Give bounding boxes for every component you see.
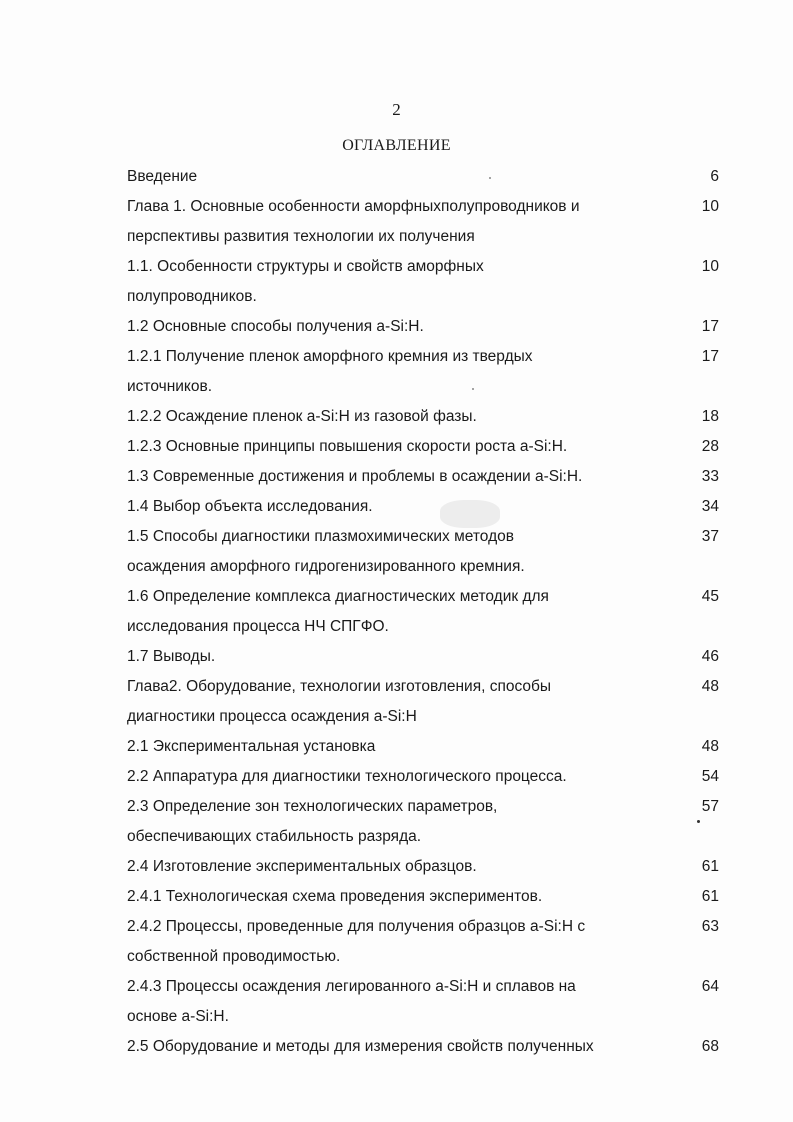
- toc-entry-page: 17: [701, 318, 719, 335]
- scan-speck: [489, 177, 491, 179]
- toc-entry-page: 57: [701, 798, 719, 815]
- toc-entry: [127, 492, 719, 522]
- toc-entry: [127, 792, 719, 852]
- toc-entry: [127, 732, 719, 762]
- toc-entry-page: 48: [701, 678, 719, 695]
- toc-entry: [127, 522, 719, 582]
- toc-entry-page: 63: [701, 918, 719, 935]
- toc-entry-text: обеспечивающих стабильность разряда.: [127, 828, 422, 845]
- toc-entry: [127, 882, 719, 912]
- toc-entry-text: Глава 1. Основные особенности аморфныхполупроводников и: [127, 198, 580, 215]
- toc-entry-page: 10: [701, 258, 719, 275]
- toc-entry: [127, 462, 719, 492]
- toc-entry: [127, 162, 719, 192]
- toc-entry-text: 2.4 Изготовление экспериментальных образцов.: [127, 858, 477, 875]
- toc-entry-text: 1.4 Выбор объекта исследования.: [127, 498, 373, 515]
- toc-entry-text: осаждения аморфного гидрогенизированного кремния.: [127, 558, 525, 575]
- page-number: 2: [392, 100, 401, 119]
- toc-entry: [127, 252, 719, 312]
- toc-entry-text: Глава2. Оборудование, технологии изготовления, способы: [127, 678, 552, 695]
- toc-entry: [127, 672, 719, 732]
- toc-entry-text: перспективы развития технологии их получения: [127, 228, 475, 245]
- toc-entry-page: 6: [710, 168, 719, 185]
- toc-entry: [127, 912, 719, 972]
- toc-entry: [127, 972, 719, 1032]
- toc-entry-text: 1.5 Способы диагностики плазмохимических методов: [127, 528, 514, 545]
- toc-entry-text: 1.7 Выводы.: [127, 648, 216, 665]
- toc-entry-page: 17: [701, 348, 719, 365]
- toc-entry-page: 18: [701, 408, 719, 425]
- toc-entry-text: основе a-Si:H.: [127, 1008, 229, 1025]
- toc-entry: [127, 852, 719, 882]
- toc-entry-page: 34: [701, 498, 719, 515]
- toc-entry: [127, 642, 719, 672]
- toc-entry-text: 1.2 Основные способы получения a-Si:H.: [127, 318, 424, 335]
- toc-entry-page: 48: [701, 738, 719, 755]
- toc-entry-text: 2.4.1 Технологическая схема проведения экспериментов.: [127, 888, 543, 905]
- toc-entry: [127, 1032, 719, 1062]
- toc-entry-text: источников.: [127, 378, 213, 395]
- toc-entry: [127, 762, 719, 792]
- toc-entry-text: собственной проводимостью.: [127, 948, 341, 965]
- toc-entry-page: 37: [701, 528, 719, 545]
- toc-entry: [127, 312, 719, 342]
- toc-entry-page: 64: [701, 978, 719, 995]
- toc-entry-text: 2.4.2 Процессы, проведенные для получения образцов a-Si:H с: [127, 918, 586, 935]
- toc-title: ОГЛАВЛЕНИЕ: [342, 137, 451, 154]
- scan-speck: [472, 388, 474, 390]
- toc-entry-page: 68: [701, 1038, 719, 1055]
- toc-entry-page: 54: [701, 768, 719, 785]
- toc-entry: [127, 432, 719, 462]
- toc-entry-page: 28: [701, 438, 719, 455]
- toc-entry-text: полупроводников.: [127, 288, 257, 305]
- toc-entry-page: 61: [701, 858, 719, 875]
- toc-entry-text: 1.2.1 Получение пленок аморфного кремния из твердых: [127, 348, 533, 365]
- toc-entry-text: Введение: [127, 168, 198, 185]
- toc-entry-text: 2.3 Определение зон технологических параметров,: [127, 798, 498, 815]
- toc-entry-page: 45: [701, 588, 719, 605]
- scan-speck: [440, 500, 500, 528]
- toc-entry-text: 1.1. Особенности структуры и свойств аморфных: [127, 258, 484, 275]
- toc-entry-text: 2.5 Оборудование и методы для измерения свойств полученных: [127, 1038, 594, 1055]
- toc-entry: [127, 342, 719, 402]
- toc-entry-text: 1.2.2 Осаждение пленок a-Si:H из газовой фазы.: [127, 408, 477, 425]
- toc-entry-text: 1.3 Современные достижения и проблемы в осаждении a-Si:H.: [127, 468, 583, 485]
- toc-entry: [127, 192, 719, 252]
- toc-entry-text: 2.2 Аппаратура для диагностики технологического процесса.: [127, 768, 567, 785]
- toc-entry-text: 1.6 Определение комплекса диагностических методик для: [127, 588, 549, 605]
- scan-speck: [697, 820, 700, 823]
- toc-entry: [127, 582, 719, 642]
- toc-entry-text: исследования процесса НЧ СПГФО.: [127, 618, 389, 635]
- toc-entry-text: 2.1 Экспериментальная установка: [127, 738, 376, 755]
- toc-entry-page: 33: [701, 468, 719, 485]
- toc-entry: [127, 402, 719, 432]
- toc-entry-text: 1.2.3 Основные принципы повышения скорости роста a-Si:H.: [127, 438, 568, 455]
- table-of-contents: [127, 162, 719, 1062]
- toc-entry-page: 46: [701, 648, 719, 665]
- toc-entry-text: 2.4.3 Процессы осаждения легированного a-Si:H и сплавов на: [127, 978, 576, 995]
- toc-entry-page: 10: [701, 198, 719, 215]
- toc-entry-page: 61: [701, 888, 719, 905]
- toc-entry-text: диагностики процесса осаждения a-Si:H: [127, 708, 417, 725]
